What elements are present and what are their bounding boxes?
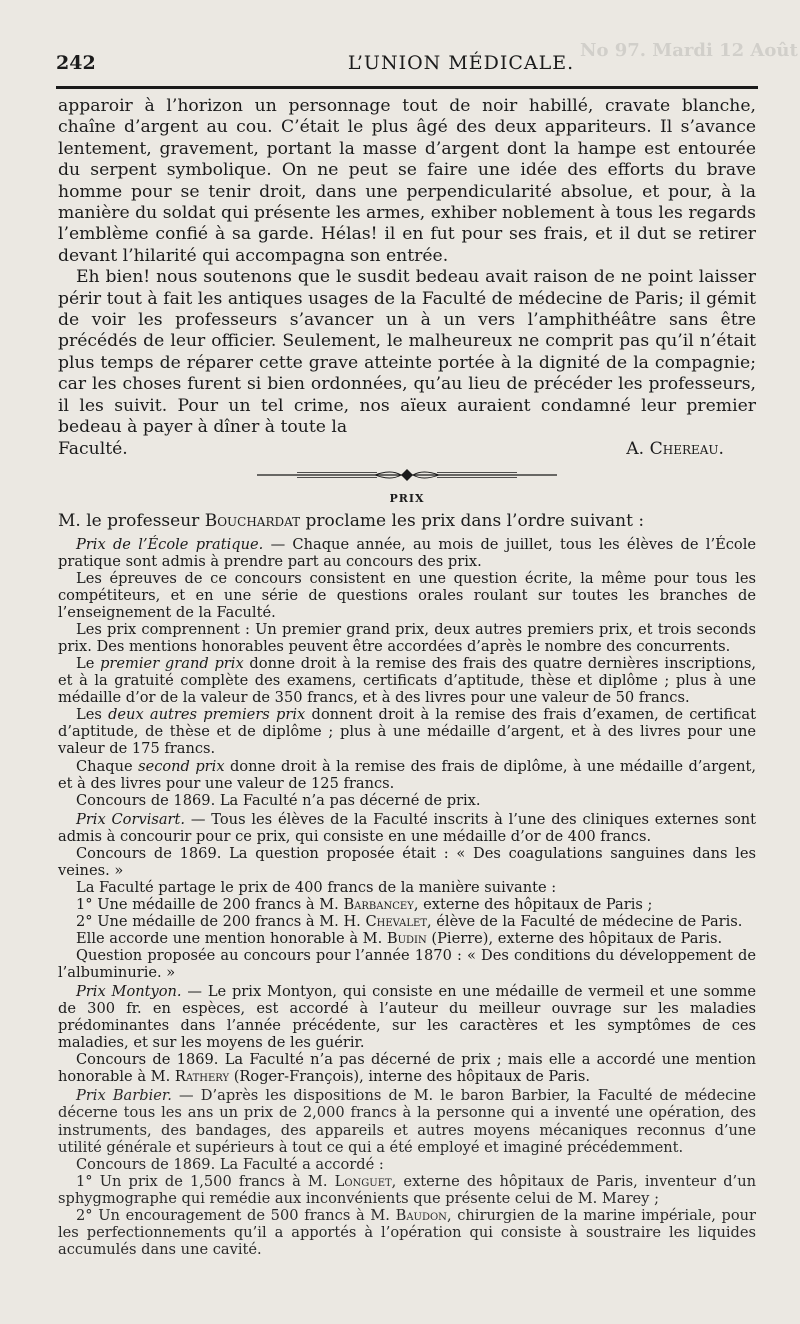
- prize-paragraph: La Faculté partage le prix de 400 francs de la manière suivante :: [76, 878, 557, 896]
- prize-text: donnent droit à la remise des frais d’examen, de certificat d’aptitude, de thèse et de diplôme ; plus à une médaille d’argent, et à des livres pour une valeur de 175 francs.: [58, 706, 756, 758]
- article-paragraph: apparoir à l’horizon un personnage tout de noir habillé, cravate blanche, chaîne d’argent au cou. C’était le plus âgé des deux appariteurs. Il s’avance lentement, gravement, portant la masse d’argent dont la hampe est entourée du serpent symbolique. On ne peut se faire une idée des efforts du brave homme pour se tenir droit, dans une perpendicularité absolue, et pour, à la manière du soldat qui présente les armes, exhiber noblement à tous les regards l’emblème confié à sa garde. Hélas! il en fut pour ses frais, et il dut se retirer devant l’hilarité qui accompagna son entrée.: [58, 96, 756, 266]
- prize-text: donne droit à la remise des frais de diplôme, à une médaille d’argent, et à des livres pour une valeur de 125 francs.: [58, 757, 756, 792]
- prize-text: — Le prix Montyon, qui consiste en une médaille de vermeil et une somme de 300 fr. en espèces, est accordé à l’auteur du meilleur ouvrage sur les maladies prédominantes dans l’année précédente, sur les caractères et les symptômes de ces maladies, et sur les moyens de les guérir.: [58, 983, 756, 1052]
- prize-text: Chaque: [76, 757, 139, 775]
- prize-title: Prix Barbier.: [76, 1087, 172, 1105]
- prize-text: 1° Une médaille de 200 francs à M.: [76, 895, 344, 913]
- prize-text: — Tous les élèves de la Faculté inscrits à l’une des cliniques externes sont admis à concourir pour ce prix, qui consiste en une médaille d’or de 400 francs.: [58, 810, 756, 845]
- prize-text: — Chaque année, au mois de juillet, tous les élèves de l’École pratique sont admis à prendre part au concours des prix.: [58, 535, 756, 570]
- prize-paragraph: Question proposée au concours pour l’année 1870 : « Des conditions du développement de l’albuminurie. »: [58, 947, 756, 982]
- prizes-section: [58, 510, 756, 1258]
- prize-paragraph: Les prix comprennent : Un premier grand prix, deux autres premiers prix, et trois seconds prix. Des mentions honorables peuvent être accordées d’après le nombre des concurrents.: [58, 621, 756, 656]
- prize-paragraph: Concours de 1869. La question proposée était : « Des coagulations sanguines dans les veines. »: [58, 844, 756, 879]
- prize-text: Concours de 1869. La Faculté n’a pas décerné de prix ; mais elle a accordé une mention honorable à M.: [58, 1051, 756, 1086]
- prize-paragraph: [58, 983, 756, 1051]
- running-title: L’UNION MÉDICALE.: [347, 52, 575, 74]
- page-number: 242: [56, 52, 96, 74]
- section-divider-ornament: [257, 468, 557, 482]
- prize-text: Les: [76, 706, 109, 724]
- prize-text: donne droit à la remise des frais des quatre dernières inscriptions, et à la gratuité complète des examens, certificats d’aptitude, thèse et diplôme ; plus à une médaille d’or de la valeur de 350 francs, et à des livres pour une valeur de 50 francs.: [58, 655, 756, 707]
- prize-text: (Roger-François), interne des hôpitaux de Paris.: [229, 1068, 590, 1086]
- prize-paragraph: [58, 930, 756, 947]
- prize-text: — D’après les dispositions de M. le baron Barbier, la Faculté de médecine décerne tous les ans un prix de 2,000 francs à la personne qui a inventé une opération, des instruments, des bandages, des appareils et autres moyens mécaniques reconnus d’une utilité générale et supérieurs à tout ce qui a été employé et imaginé précédemment.: [58, 1087, 756, 1156]
- article-paragraph: Eh bien! nous soutenons que le susdit bedeau avait raison de ne point laisser périr tout à fait les antiques usages de la Faculté de médecine de Paris; il gémit de voir les professeurs s’avancer un à un vers l’amphithéâtre sans être précédés de leur officier. Seulement, le malheureux ne comprit pas qu’il n’était plus temps de réparer cette grave atteinte portée à la dignité de la compagnie; car les choses furent si bien ordonnées, qu’au lieu de précéder les professeurs, il les suivit. Pour un tel crime, nos aïeux auraient condamné leur premier bedeau à payer à dîner à toute la: [58, 267, 756, 438]
- prize-paragraph: [58, 811, 756, 845]
- show-through-text: No 97. Mardi 12 Août: [580, 40, 798, 61]
- prize-paragraph: [58, 1207, 756, 1258]
- laureate-name: Longuet: [334, 1172, 392, 1190]
- prize-text: , chirurgien de la marine impériale, pour les perfectionnements qu’il a apportés à l’opération qui consiste à soustraire les liquides accumulés dans une cavité.: [58, 1206, 756, 1258]
- author-signature: A. Chereau.: [626, 438, 724, 459]
- laureate-name: Barbancey: [343, 895, 414, 913]
- prize-paragraph: [58, 1087, 756, 1155]
- intro-text: M. le professeur: [58, 510, 205, 531]
- prize-text: Elle accorde une mention honorable à M.: [76, 929, 387, 947]
- prize-text: 1° Un prix de 1,500 francs à M.: [76, 1172, 335, 1190]
- prize-paragraph: [58, 1051, 756, 1085]
- laureate-name: Baudon: [395, 1206, 447, 1224]
- prize-paragraph: [58, 706, 756, 757]
- prize-paragraph: Concours de 1869. La Faculté n’a pas décerné de prix.: [76, 791, 481, 809]
- prize-paragraph: [58, 896, 756, 913]
- prize-paragraph: [58, 655, 756, 706]
- prize-paragraph: Les épreuves de ce concours consistent en une question écrite, la même pour tous les compétiteurs, et en une série de questions orales roulant sur toutes les branches de l’enseignement de la Faculté.: [58, 570, 756, 622]
- prize-paragraph: [58, 536, 756, 570]
- page-body: [58, 96, 756, 1258]
- article-continuation: [58, 96, 756, 460]
- section-intro: [58, 510, 756, 532]
- prize-paragraph: [58, 1173, 756, 1207]
- prize-title: Prix Corvisart.: [76, 810, 186, 828]
- professor-name: Bouchardat: [204, 510, 301, 531]
- prize-paragraph: [58, 913, 756, 930]
- page-header: [56, 52, 756, 82]
- prize-text: , élève de la Faculté de médecine de Paris.: [427, 912, 743, 930]
- prize-text: (Pierre), externe des hôpitaux de Paris.: [426, 929, 723, 947]
- laureate-name: Budin: [386, 929, 427, 947]
- prize-paragraph: Concours de 1869. La Faculté a accordé :: [76, 1155, 384, 1173]
- intro-text-end: proclame les prix dans l’ordre suivant :: [300, 510, 645, 531]
- laureate-name: Rathery: [174, 1068, 230, 1086]
- prize-title: Prix de l’École pratique.: [76, 535, 264, 553]
- prize-term: second prix: [138, 757, 225, 775]
- prize-term: deux autres premiers prix: [108, 706, 306, 724]
- article-closing-line: [58, 439, 756, 460]
- article-last-word: Faculté.: [58, 438, 128, 459]
- prize-text: , externe des hôpitaux de Paris, inventeur d’un sphygmographe qui remédie aux inconvénients que présente celui de M. Marey ;: [58, 1172, 756, 1207]
- prize-term: premier grand prix: [100, 655, 244, 673]
- prize-text: Le: [76, 655, 101, 673]
- laureate-name: Chevalet: [365, 912, 428, 930]
- section-heading: PRIX: [389, 491, 425, 505]
- prize-paragraph: [58, 758, 756, 792]
- prize-title: Prix Montyon.: [76, 983, 182, 1001]
- prize-text: 2° Un encouragement de 500 francs à M.: [76, 1206, 396, 1224]
- prize-text: 2° Une médaille de 200 francs à M. H.: [76, 912, 366, 930]
- prize-text: , externe des hôpitaux de Paris ;: [413, 895, 653, 913]
- header-rule: [56, 86, 758, 89]
